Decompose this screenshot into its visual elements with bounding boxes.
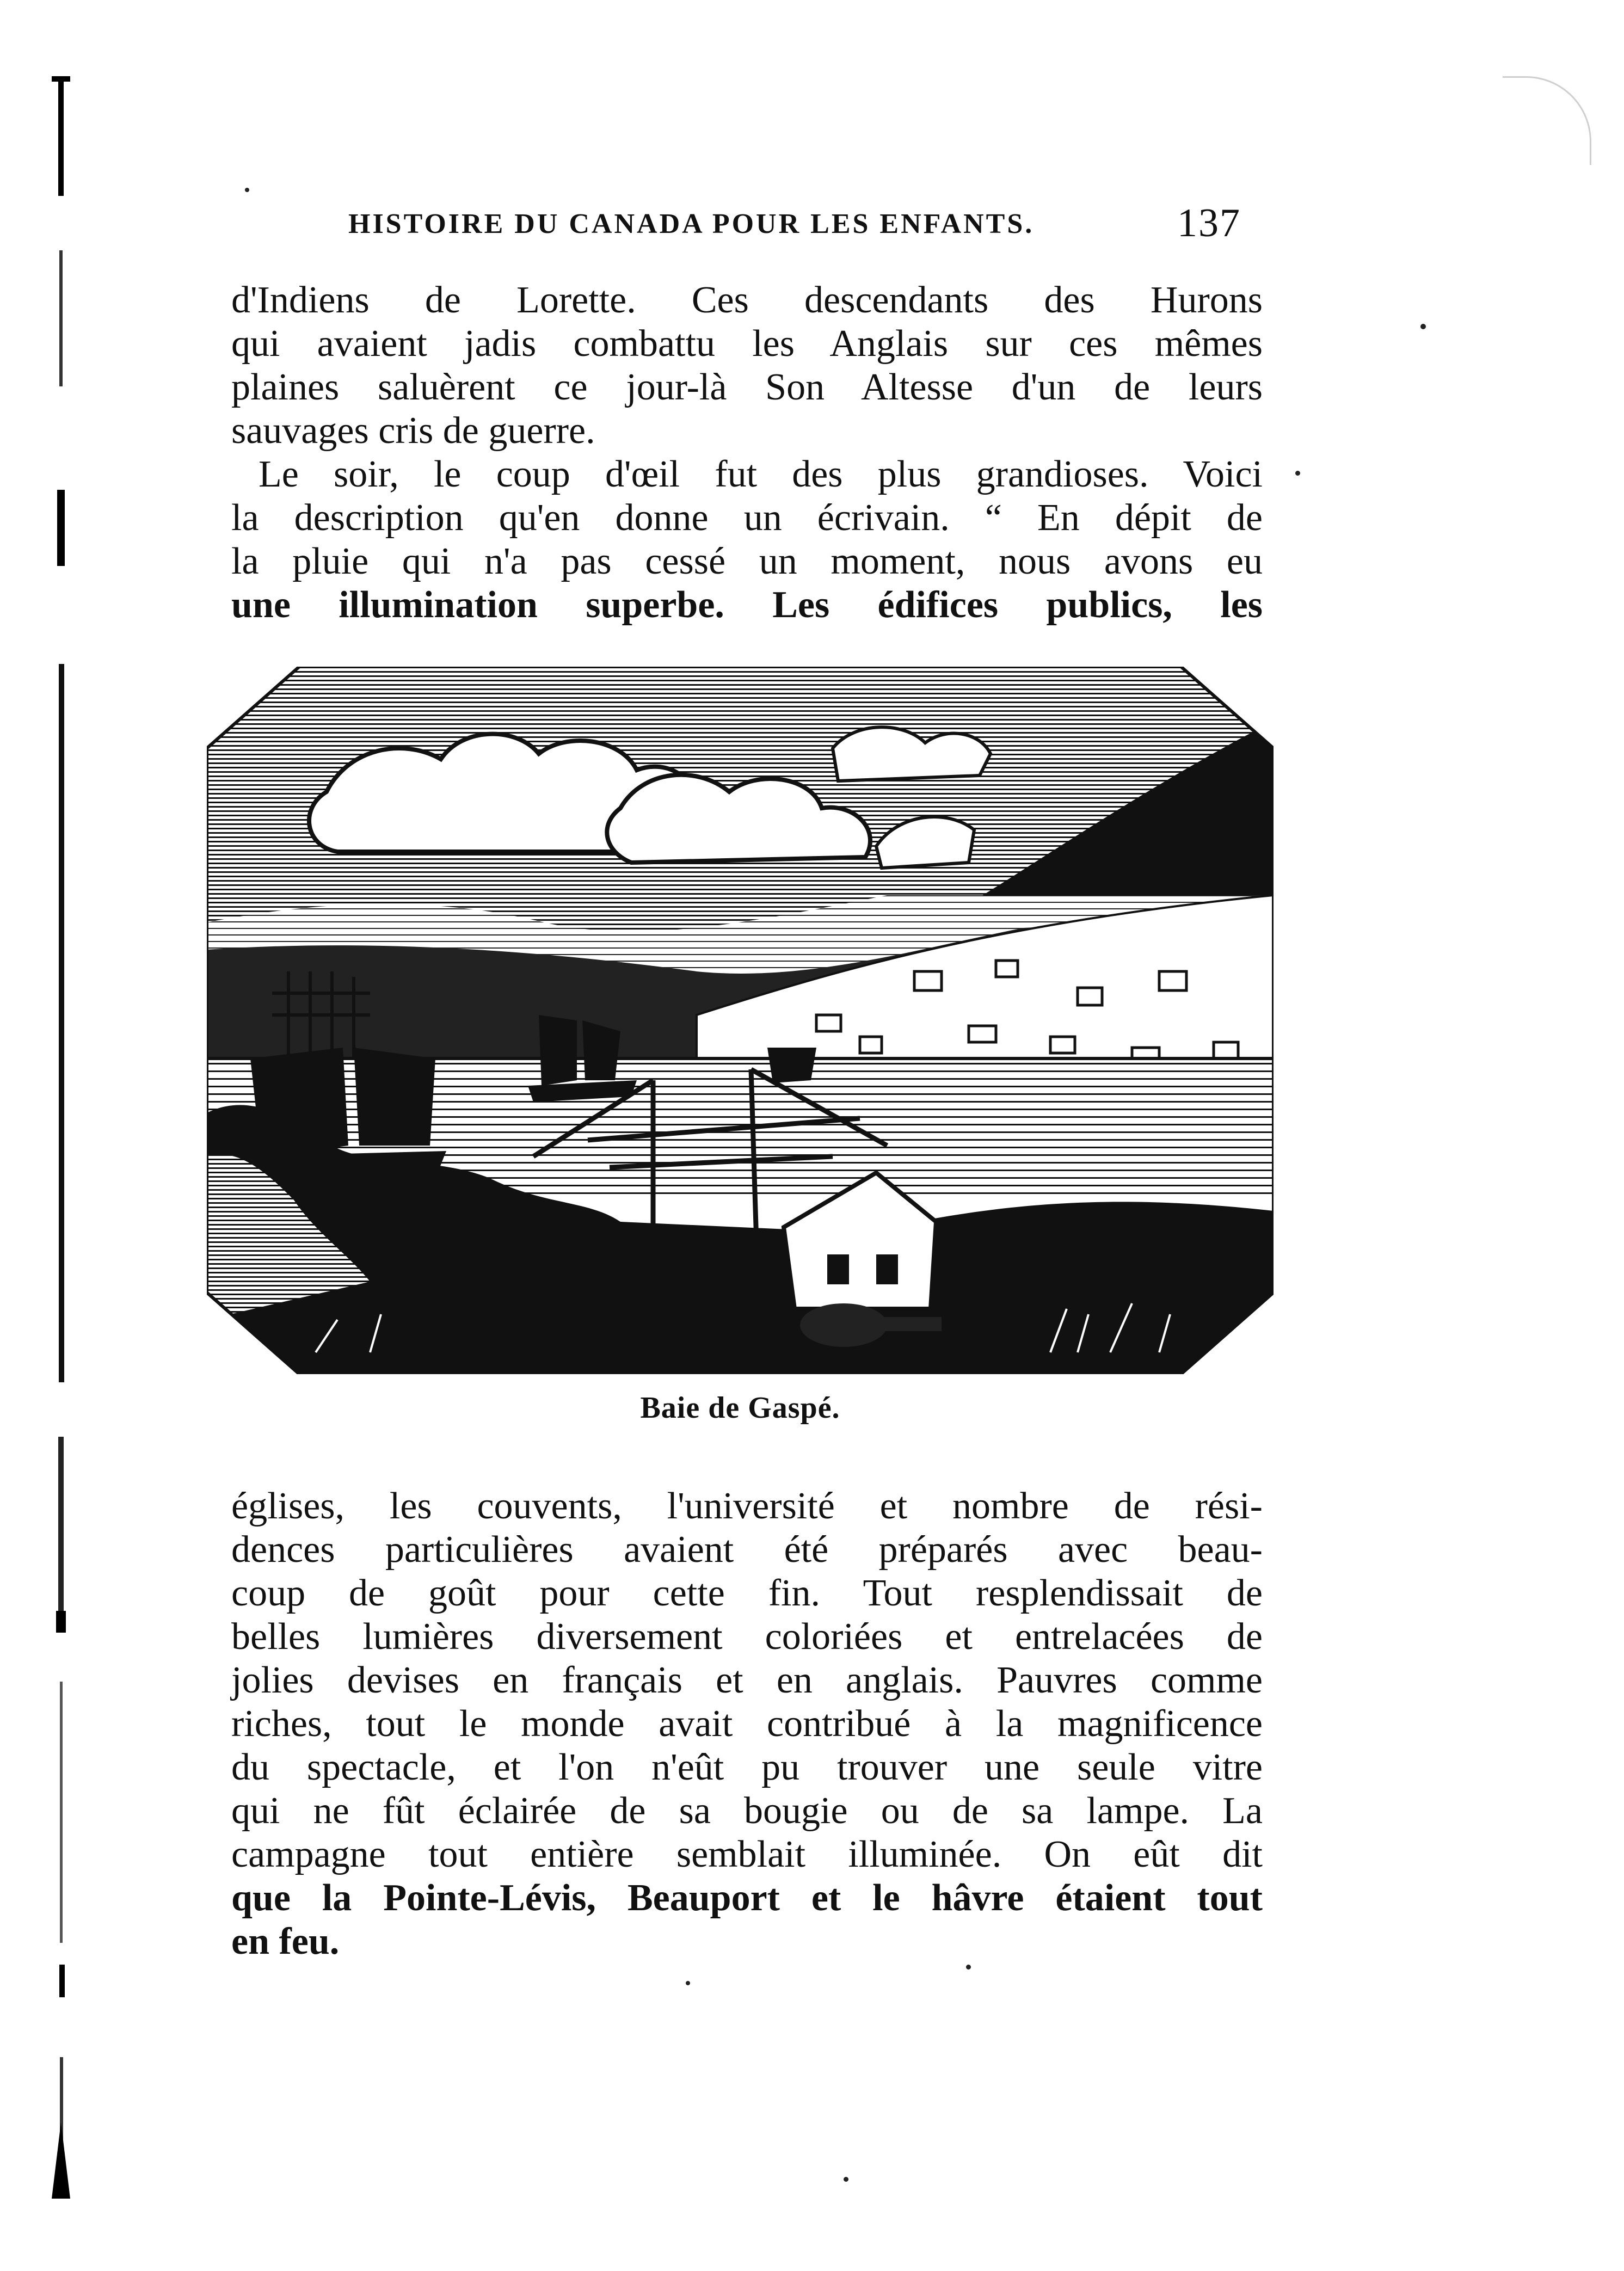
text-line: du spectacle, et l'on n'eût pu trouver une seule vitre bbox=[231, 1746, 1263, 1788]
paragraph-top bbox=[231, 279, 1263, 627]
figure-caption: Baie de Gaspé. bbox=[640, 1391, 840, 1425]
binding-edge bbox=[52, 76, 73, 2199]
text-line: églises, les couvents, l'université et nombre de rési- bbox=[231, 1485, 1263, 1527]
text-line: la pluie qui n'a pas cessé un moment, nous avons eu bbox=[231, 540, 1263, 582]
text-line: qui avaient jadis combattu les Anglais sur ces mêmes bbox=[231, 323, 1263, 365]
scan-speck bbox=[1420, 324, 1426, 329]
text-line: campagne tout entière semblait illuminée. On eût dit bbox=[231, 1833, 1263, 1875]
text-line: sauvages cris de guerre. bbox=[231, 410, 595, 452]
page-number: 137 bbox=[1177, 201, 1241, 245]
text-line: riches, tout le monde avait contribué à la magnificence bbox=[231, 1703, 1263, 1745]
text-line: plaines saluèrent ce jour-là Son Altesse d'un de leurs bbox=[231, 366, 1263, 408]
text-line: qui ne fût éclairée de sa bougie ou de sa lampe. La bbox=[231, 1790, 1263, 1832]
text-line: que la Pointe-Lévis, Beauport et le hâvre étaient tout bbox=[231, 1877, 1263, 1919]
text-line: en feu. bbox=[231, 1921, 340, 1962]
running-title: HISTOIRE DU CANADA POUR LES ENFANTS. bbox=[348, 208, 1035, 239]
text-line: la description qu'en donne un écrivain. “ En dépit de bbox=[231, 497, 1263, 539]
scan-speck bbox=[844, 2177, 848, 2182]
engraving-illustration bbox=[207, 667, 1274, 1374]
text-line: d'Indiens de Lorette. Ces descendants des Hurons bbox=[231, 279, 1263, 321]
text-line: dences particulières avaient été préparés avec beau- bbox=[231, 1529, 1263, 1571]
paragraph-bottom bbox=[231, 1485, 1263, 1964]
text-line: coup de goût pour cette fin. Tout resplendissait de bbox=[231, 1572, 1263, 1614]
scan-speck bbox=[966, 1965, 971, 1970]
text-line: jolies devises en français et en anglais. Pauvres comme bbox=[231, 1659, 1263, 1701]
scan-speck bbox=[245, 188, 249, 192]
running-head bbox=[348, 200, 1241, 244]
text-line: belles lumières diversement coloriées et entrelacées de bbox=[231, 1616, 1263, 1658]
text-line: Le soir, le coup d'œil fut des plus grandioses. Voici bbox=[259, 453, 1263, 495]
scan-speck bbox=[686, 1981, 690, 1985]
text-line: une illumination superbe. Les édifices publics, les bbox=[231, 584, 1263, 626]
scan-speck bbox=[1295, 471, 1300, 476]
harbour-engraving bbox=[207, 667, 1274, 1374]
page-corner-edge bbox=[1503, 76, 1591, 165]
